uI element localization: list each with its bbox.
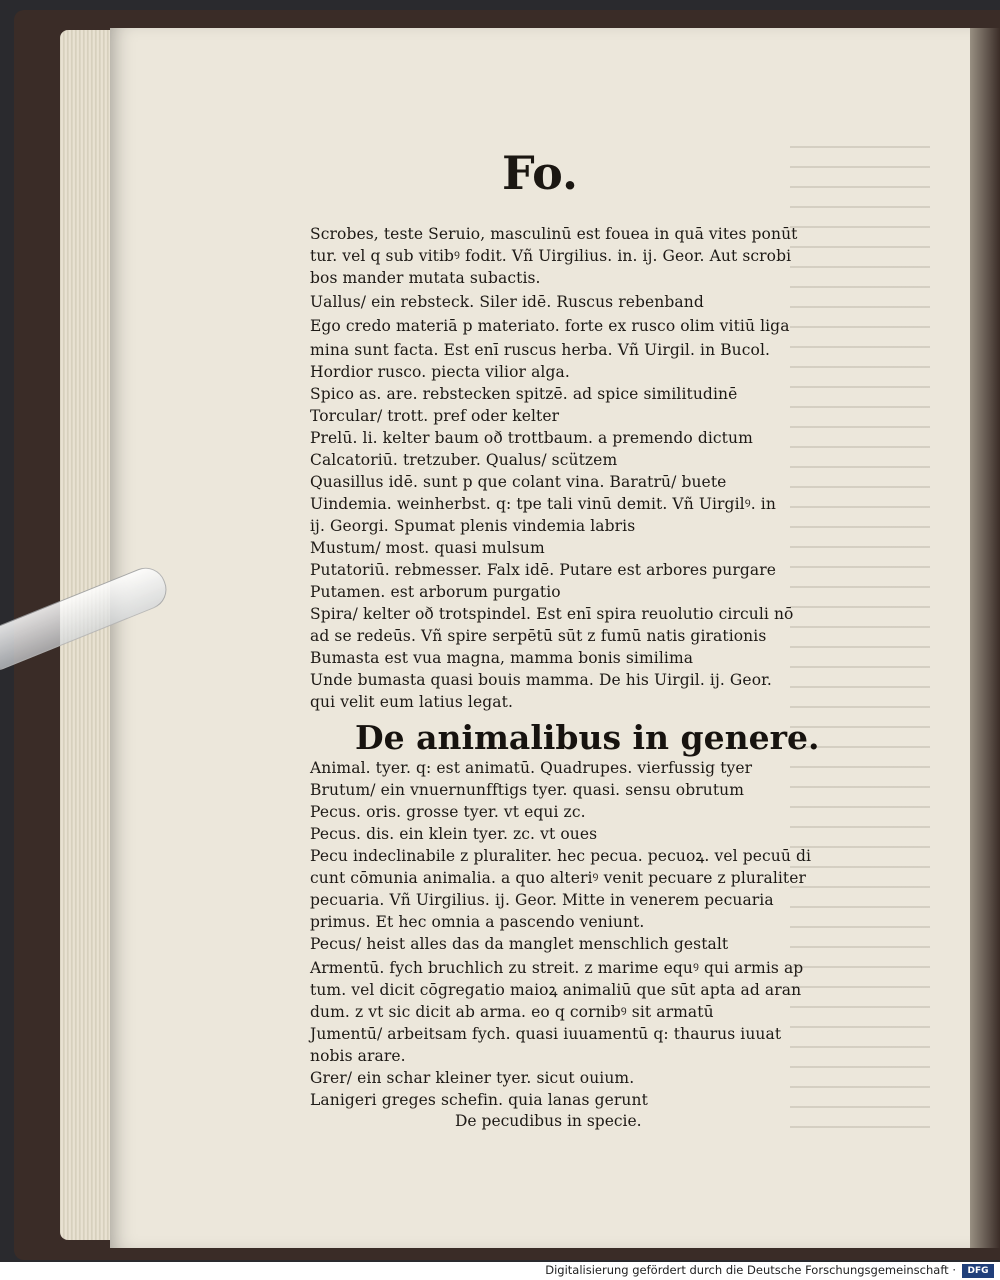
text-line: cunt cōmunia animalia. a quo alteriꝰ venit pecuare z pluraliter [310,869,807,887]
text-line: Unde bumasta quasi bouis mamma. De his Uirgil. ij. Geor. [310,671,772,689]
text-line: bos mander mutata subactis. [310,269,541,287]
text-line: Animal. tyer. q: est animatū. Quadrupes. vierfussig tyer [310,759,753,777]
text-line: Mustum/ most. quasi mulsum [310,539,545,557]
text-line: Pecus/ heist alles das da manglet menschlich gestalt [310,935,729,953]
text-line: Lanigeri greges schefin. quia lanas gerunt [310,1091,648,1109]
text-line: Hordior rusco. piecta vilior alga. [310,363,570,381]
text-line: Pecus. oris. grosse tyer. vt equi zc. [310,803,586,821]
text-line: tur. vel q sub vitibꝰ fodit. Vñ Uirgilius. in. ij. Geor. Aut scrobi [310,247,792,265]
text-line: primus. Et hec omnia a pascendo veniunt. [310,913,645,931]
text-line: ij. Georgi. Spumat plenis vindemia labris [310,517,636,535]
subheading: De pecudibus in specie. [455,1112,642,1130]
text-line: Uindemia. weinherbst. q: tpe tali vinū demit. Vñ Uirgilꝰ. in [310,495,776,513]
text-line: Ego credo materiā p materiato. forte ex rusco olim vitiū liga [310,317,790,335]
text-line: Bumasta est vua magna, mamma bonis similima [310,649,694,667]
page-heading: Fo. [501,146,579,200]
text-line: Torcular/ trott. pref oder kelter [310,407,560,425]
text-line: dum. z vt sic dicit ab arma. eo q cornibꝰ sit armatū [310,1003,714,1021]
text-line: nobis arare. [310,1047,406,1065]
text-line: Spico as. are. rebstecken spitzē. ad spice similitudinē [310,385,738,403]
text-line: tum. vel dicit cōgregatio maioꝝ animaliū que sūt apta ad aran [310,981,802,999]
text-line: Pecu indeclinabile z pluraliter. hec pecua. pecuoꝝ. vel pecuū di [310,847,812,865]
dfg-logo: DFG [962,1264,994,1278]
text-line: pecuaria. Vñ Uirgilius. ij. Geor. Mitte in venerem pecuaria [310,891,774,909]
text-line: Armentū. fych bruchlich zu streit. z marime equꝰ qui armis ap [310,959,804,977]
text-line: Brutum/ ein vnuernunfftigs tyer. quasi. sensu obrutum [310,781,745,799]
text-line: Uallus/ ein rebsteck. Siler idē. Ruscus rebenband [310,293,704,311]
text-line: Quasillus idē. sunt p que colant vina. Baratrū/ buete [310,473,727,491]
text-line: Jumentū/ arbeitsam fych. quasi iuuamentū q: thaurus iuuat [310,1025,782,1043]
text-line: Prelū. li. kelter baum oð trottbaum. a premendo dictum [310,429,753,447]
text-line: Grer/ ein schar kleiner tyer. sicut ouium. [310,1069,635,1087]
text-line: Scrobes, teste Seruio, masculinū est fouea in quā vites ponūt [310,225,798,243]
funding-notice: Digitalisierung gefördert durch die Deutsche Forschungsgemeinschaft · [545,1263,956,1277]
show-through-text [790,128,930,1128]
text-line: Putatoriū. rebmesser. Falx idē. Putare est arbores purgare [310,561,777,579]
text-line: Calcatoriū. tretzuber. Qualus/ scützem [310,451,618,469]
text-line: Pecus. dis. ein klein tyer. zc. vt oues [310,825,598,843]
text-line: mina sunt facta. Est enī ruscus herba. Vñ Uirgil. in Bucol. [310,341,771,359]
text-line: qui velit eum latius legat. [310,693,513,711]
section-heading: De animalibus in genere. [355,718,820,757]
text-line: ad se redeūs. Vñ spire serpētū sūt z fumū natis girationis [310,627,767,645]
text-line: Putamen. est arborum purgatio [310,583,561,601]
text-line: Spira/ kelter oð trotspindel. Est enī spira reuolutio circuli nō [310,605,794,623]
book-page [110,28,970,1248]
